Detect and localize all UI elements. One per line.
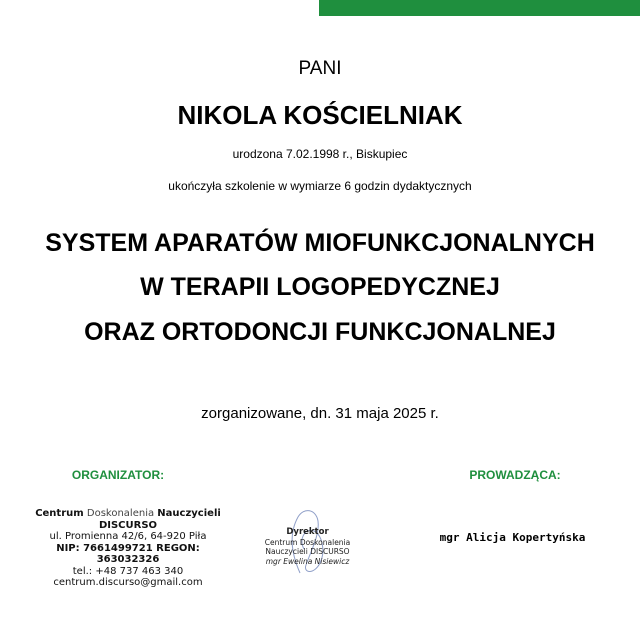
director-name: mgr Ewelina Nisiewicz xyxy=(265,556,350,566)
birth-info: urodzona 7.02.1998 r., Biskupiec xyxy=(232,147,408,161)
instructor-name: mgr Alicja Kopertyńska xyxy=(439,531,586,544)
organizer-label: ORGANIZATOR: xyxy=(71,468,165,482)
stamp-email: centrum.discurso@gmail.com xyxy=(53,577,203,588)
director-line-2: Nauczycieli DISCURSO xyxy=(265,547,350,556)
course-title-line-2: W TERAPII LOGOPEDYCZNEJ xyxy=(140,273,500,301)
director-line-1: Centrum Doskonalenia xyxy=(264,537,351,547)
director-stamp xyxy=(250,505,365,580)
stamp-word: Doskonalenia xyxy=(86,508,155,519)
top-green-bar xyxy=(319,0,640,16)
stamp-phone: tel.: +48 737 463 340 xyxy=(72,565,184,577)
course-title-line-1: SYSTEM APARATÓW MIOFUNKCJONALNYCH xyxy=(45,229,595,257)
stamp-address: ul. Promienna 42/6, 64-920 Piła xyxy=(49,531,207,542)
stamp-word: Centrum xyxy=(35,508,84,519)
director-title: Dyrektor xyxy=(286,527,329,537)
organized-date: zorganizowane, dn. 31 maja 2025 r. xyxy=(201,405,439,422)
salutation: PANI xyxy=(298,58,342,79)
instructor-label: PROWADZĄCA: xyxy=(469,468,561,482)
stamp-line-1 xyxy=(28,508,228,520)
completion-text: ukończyła szkolenie w wymiarze 6 godzin dydaktycznych xyxy=(168,179,472,193)
stamp-line-2: DISCURSO xyxy=(98,519,158,531)
stamp-nip-regon: NIP: 7661499721 REGON: 363032326 xyxy=(56,542,200,565)
organizer-stamp xyxy=(28,508,228,589)
recipient-name: NIKOLA KOŚCIELNIAK xyxy=(177,100,463,130)
stamp-word: Nauczycieli xyxy=(157,508,221,519)
course-title-line-3: ORAZ ORTODONCJI FUNKCJONALNEJ xyxy=(84,318,556,346)
